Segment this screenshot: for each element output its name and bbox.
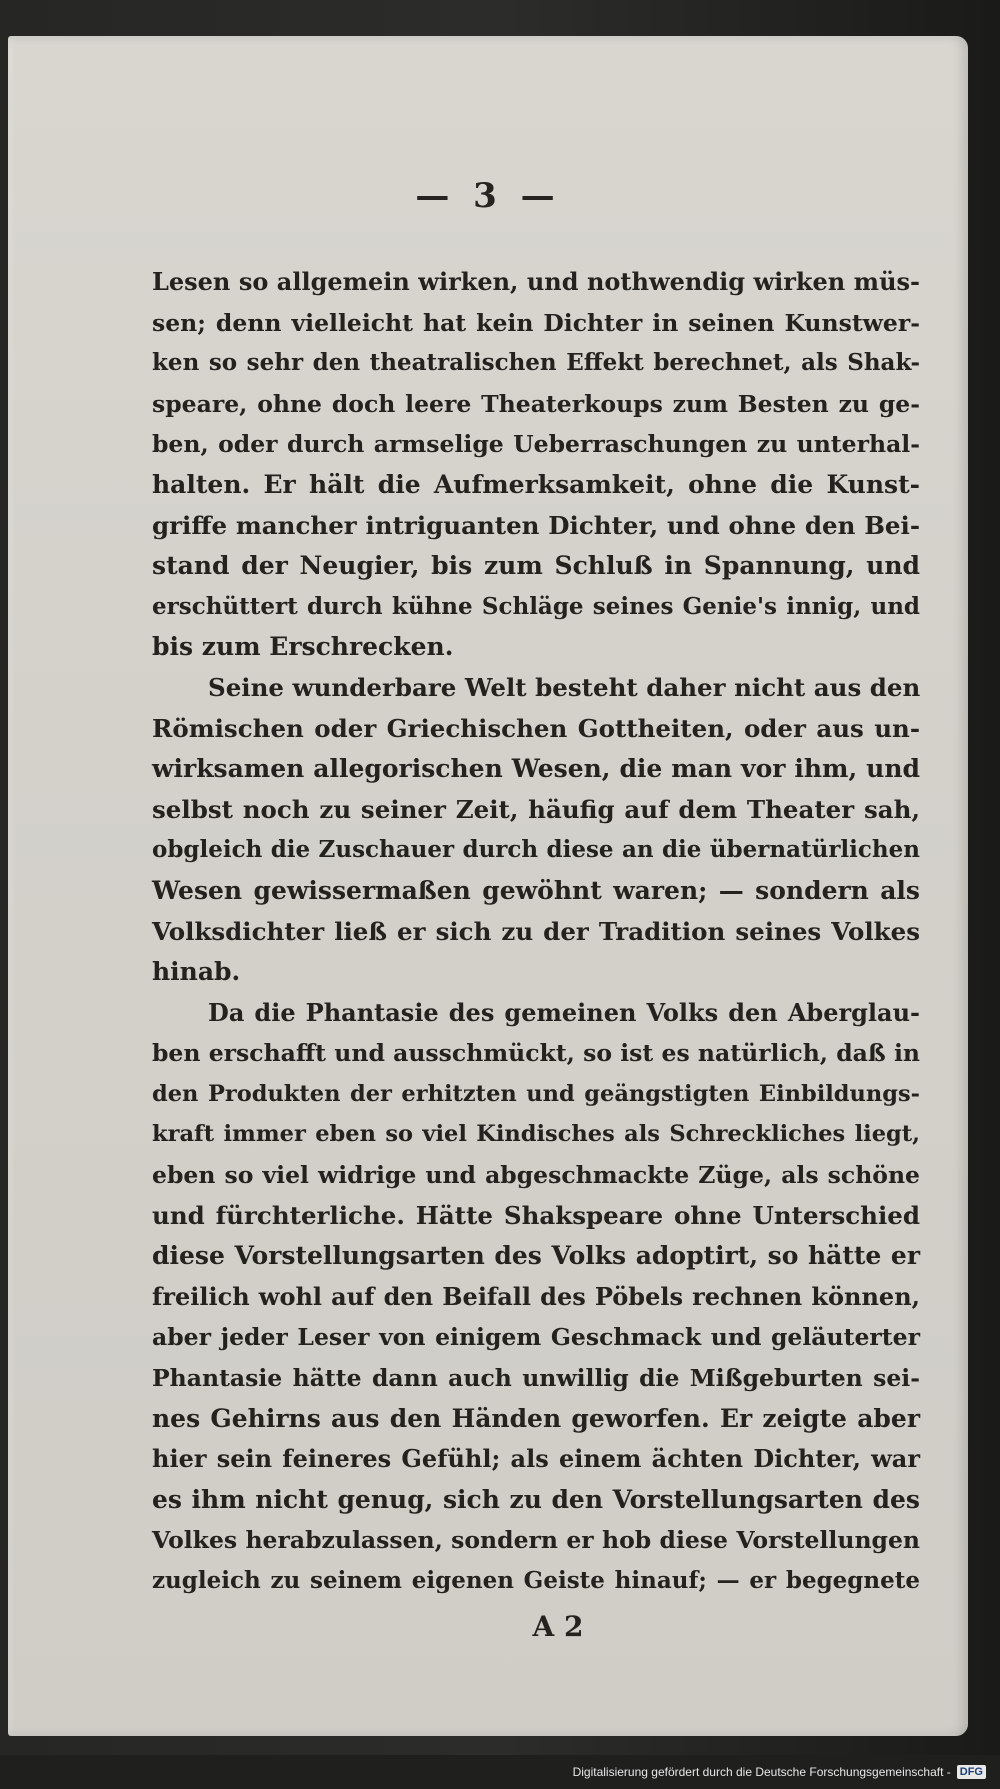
text-line: ben, oder durch armselige Ueberraschungen zu unterhal- xyxy=(152,430,920,459)
funding-credit xyxy=(573,1765,986,1779)
text-line: sen; denn vielleicht hat kein Dichter in seinen Kunstwer- xyxy=(152,308,920,337)
text-line: Seine wunderbare Welt besteht daher nicht aus den xyxy=(208,672,921,702)
text-line: hier sein feineres Gefühl; als einem ächten Dichter, war xyxy=(152,1444,920,1474)
book-page xyxy=(8,36,968,1736)
text-line: selbst noch zu seiner Zeit, häufig auf dem Theater sah, xyxy=(152,794,920,824)
text-line: nes Gehirns aus den Händen geworfen. Er zeigte aber xyxy=(152,1403,920,1433)
printer-signature-mark: A 2 xyxy=(532,1610,584,1643)
text-line: freilich wohl auf den Beifall des Pöbels rechnen können, xyxy=(152,1281,920,1311)
text-line: speare, ohne doch leere Theaterkoups zum Besten zu ge- xyxy=(152,389,920,418)
text-line: kraft immer eben so viel Kindisches als Schreckliches liegt, xyxy=(152,1121,920,1148)
text-line: obgleich die Zuschauer durch diese an die übernatürlichen xyxy=(152,836,920,864)
text-line: Volkes herabzulassen, sondern er hob diese Vorstellungen xyxy=(152,1526,920,1555)
credit-text: Digitalisierung gefördert durch die Deutsche Forschungsgemeinschaft - xyxy=(572,1765,951,1779)
text-line: Wesen gewissermaßen gewöhnt waren; — sondern als xyxy=(152,875,920,905)
text-line: Lesen so allgemein wirken, und nothwendig wirken müs- xyxy=(152,267,920,296)
text-line: stand der Neugier, bis zum Schluß in Spannung, und xyxy=(152,551,920,581)
text-line: eben so viel widrige und abgeschmackte Züge, als schöne xyxy=(152,1161,920,1190)
text-line: diese Vorstellungsarten des Volks adoptirt, so hätte er xyxy=(152,1241,920,1271)
text-line: hinab. xyxy=(152,957,241,987)
text-line: Römischen oder Griechischen Gottheiten, oder aus un- xyxy=(152,713,920,743)
text-line: Phantasie hätte dann auch unwillig die Mißgeburten sei- xyxy=(152,1364,920,1393)
text-line: ken so sehr den theatralischen Effekt berechnet, als Shak- xyxy=(152,349,920,377)
text-line: den Produkten der erhitzten und geängstigten Einbildungs- xyxy=(152,1080,920,1107)
page-body xyxy=(152,262,920,1602)
text-line: erschüttert durch kühne Schläge seines Genie's innig, und xyxy=(152,592,920,620)
text-line: halten. Er hält die Aufmerksamkeit, ohne die Kunst- xyxy=(152,469,920,499)
dfg-logo-icon: DFG xyxy=(957,1765,986,1779)
viewer-footer xyxy=(0,1755,1000,1789)
text-line: Volksdichter ließ er sich zu der Tradition seines Volkes xyxy=(152,916,920,946)
text-line: zugleich zu seinem eigenen Geiste hinauf; — er begegnete xyxy=(152,1567,920,1594)
text-line: aber jeder Leser von einigem Geschmack und geläuterter xyxy=(152,1323,920,1352)
page-number-header: — 3 — xyxy=(415,176,561,216)
text-line: bis zum Erschrecken. xyxy=(152,632,454,662)
text-line: ben erschafft und ausschmückt, so ist es natürlich, daß in xyxy=(152,1039,920,1068)
text-line: griffe mancher intriguanten Dichter, und ohne den Bei- xyxy=(152,510,920,540)
text-line: es ihm nicht genug, sich zu den Vorstellungsarten des xyxy=(152,1484,920,1514)
text-line: Da die Phantasie des gemeinen Volks den Aberglau- xyxy=(208,997,920,1027)
text-line: wirksamen allegorischen Wesen, die man vor ihm, und xyxy=(152,754,920,784)
text-line: und fürchterliche. Hätte Shakspeare ohne Unterschied xyxy=(152,1200,920,1230)
